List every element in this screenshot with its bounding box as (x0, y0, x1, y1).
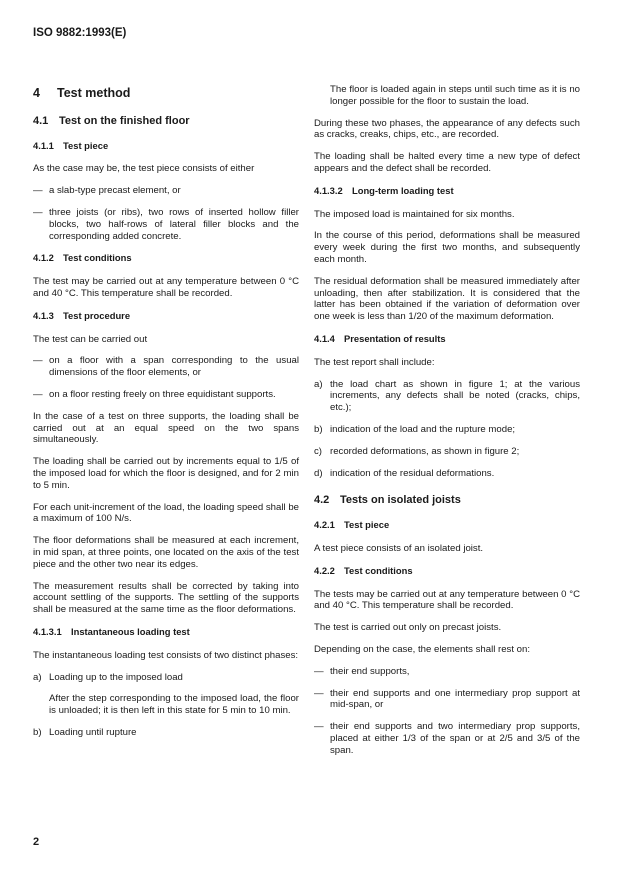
paragraph: The measurement results shall be corrected by taking into account settling of the supports. The settling of the supports shall be measured at the same time as the floor deformations. (33, 580, 299, 616)
section-title: Test method (57, 86, 131, 100)
document-header: ISO 9882:1993(E) (33, 27, 127, 39)
paragraph: The test is carried out only on precast joists. (314, 622, 502, 634)
dash-marker: — (33, 355, 43, 367)
section-title: Test piece (63, 139, 109, 151)
paragraph-indented: After the step corresponding to the imposed load, the floor is unloaded; it is then left in this state for 5 min to 10 min. (49, 693, 299, 717)
section-heading-4-2 (314, 495, 580, 507)
alpha-list-item (314, 446, 580, 458)
list-marker: d) (314, 467, 323, 479)
section-heading-4-2-1 (314, 519, 580, 531)
dash-list-item (33, 207, 299, 242)
list-marker: a) (33, 671, 42, 683)
list-item-text: on a floor with a span corresponding to the usual dimensions of the floor elements, or (49, 355, 299, 379)
section-title: Presentation of results (344, 332, 446, 344)
section-heading-4-1 (33, 116, 299, 128)
paragraph: During these two phases, the appearance of any defects such as cracks, creaks, chips, etc., are recorded. (314, 117, 580, 141)
paragraph: As the case may be, the test piece consists of either (33, 163, 255, 175)
list-item-text: recorded deformations, as shown in figure 2; (330, 445, 520, 457)
section-number: 4.1.3.2 (314, 184, 343, 196)
paragraph: The tests may be carried out at any temperature between 0 °C and 40 °C. This temperature shall be recorded. (314, 588, 580, 612)
paragraph-indented: The floor is loaded again in steps until such time as it is no longer possible for the floor to sustain the load. (330, 84, 580, 107)
section-heading-4-1-3-2 (314, 185, 580, 197)
dash-list-item (33, 389, 299, 401)
list-item-text: a slab-type precast element, or (49, 185, 181, 197)
paragraph: The residual deformation shall be measured immediately after unloading, then after stabilization. It is considered that the latter has been obtained if the variation of deformation over one week is less than 1/20 of the maximum deformation. (314, 275, 580, 323)
paragraph: The loading shall be carried out by increments equal to 1/5 of the imposed load for which the floor is designed, and for 2 min to 5 min. (33, 456, 299, 491)
section-number: 4.1.1 (33, 139, 54, 151)
section-heading-4-2-2 (314, 565, 580, 577)
dash-marker: — (314, 721, 324, 733)
section-heading-4-1-1 (33, 140, 299, 152)
section-heading-4-1-2 (33, 252, 299, 264)
paragraph: In the case of a test on three supports, the loading shall be carried out at an equal speed on the two spans simultaneously. (33, 410, 299, 446)
section-number: 4.2.1 (314, 519, 335, 531)
paragraph: For each unit-increment of the load, the loading speed shall be a maximum of 100 N/s. (33, 501, 299, 525)
list-item-text: their end supports and one intermediary prop support at mid-span, or (330, 687, 580, 711)
section-title: Test on the finished floor (59, 114, 190, 127)
paragraph: A test piece consists of an isolated joist. (314, 542, 484, 554)
section-title: Test piece (344, 519, 390, 531)
section-number: 4.1 (33, 114, 49, 127)
list-marker: b) (314, 423, 323, 435)
alpha-list-item (314, 424, 580, 436)
paragraph: The instantaneous loading test consists of two distinct phases: (33, 649, 299, 661)
list-item-text: indication of the load and the rupture mode; (330, 423, 516, 435)
section-heading-4 (33, 88, 299, 100)
list-item-text: their end supports, (330, 665, 410, 677)
section-number: 4.1.4 (314, 332, 335, 344)
list-item-text: on a floor resting freely on three equidistant supports. (49, 388, 276, 400)
list-marker: c) (314, 445, 322, 457)
paragraph: The test can be carried out (33, 333, 148, 345)
alpha-list-item (314, 379, 580, 414)
page-number: 2 (33, 836, 40, 848)
paragraph: The test may be carried out at any temperature between 0 °C and 40 °C. This temperature shall be recorded. (33, 276, 299, 299)
section-title: Instantaneous loading test (71, 625, 190, 637)
list-item-text: Loading up to the imposed load (49, 671, 183, 683)
dash-marker: — (33, 206, 43, 218)
dash-list-item (314, 688, 580, 712)
section-heading-4-1-3 (33, 310, 299, 322)
list-marker: b) (33, 726, 42, 738)
alpha-list-item (33, 727, 299, 739)
section-heading-4-1-3-1 (33, 626, 299, 638)
left-column (33, 80, 299, 749)
list-item-text: three joists (or ribs), two rows of inserted hollow filler blocks, two half-rows of lateral filler blocks and the corresponding added concrete. (49, 206, 299, 242)
section-title: Test conditions (344, 564, 413, 576)
alpha-list-item (33, 672, 299, 684)
dash-list-item (314, 721, 580, 756)
section-number: 4 (33, 86, 40, 100)
paragraph: Depending on the case, the elements shall rest on: (314, 643, 530, 655)
section-title: Tests on isolated joists (340, 494, 461, 507)
list-item-text: the load chart as shown in figure 1; at the various increments, any defects shall be noted (cracks, chips, etc.); (330, 378, 580, 414)
right-column (314, 84, 580, 766)
paragraph: The loading shall be halted every time a new type of defect appears and the defect shall be recorded. (314, 151, 580, 174)
dash-marker: — (314, 665, 324, 677)
paragraph: The floor deformations shall be measured at each increment, in mid span, at three points, one located on the axis of the test piece and the other two near its edges. (33, 535, 299, 570)
section-number: 4.2 (314, 494, 330, 507)
section-title: Test conditions (63, 252, 132, 264)
section-number: 4.1.3 (33, 309, 54, 321)
section-number: 4.2.2 (314, 564, 335, 576)
list-item-text: Loading until rupture (49, 726, 137, 738)
section-title: Long-term loading test (352, 184, 454, 196)
paragraph: The imposed load is maintained for six months. (314, 208, 515, 220)
section-title: Test procedure (63, 309, 131, 321)
list-item-text: indication of the residual deformations. (330, 467, 495, 479)
list-marker: a) (314, 378, 323, 390)
dash-list-item (33, 355, 299, 379)
section-number: 4.1.2 (33, 252, 54, 264)
section-heading-4-1-4 (314, 333, 580, 345)
dash-list-item (314, 666, 580, 678)
section-number: 4.1.3.1 (33, 625, 62, 637)
dash-list-item (33, 185, 299, 197)
paragraph: In the course of this period, deformations shall be measured every week during the first two months, and subsequently each month. (314, 230, 580, 265)
dash-marker: — (33, 388, 43, 400)
alpha-list-item (314, 468, 580, 480)
dash-marker: — (314, 687, 324, 699)
list-item-text: their end supports and two intermediary prop supports, placed at either 1/3 of the span or at 2/5 and 3/5 of the span. (330, 721, 580, 756)
paragraph: The test report shall include: (314, 356, 435, 368)
dash-marker: — (33, 185, 43, 197)
